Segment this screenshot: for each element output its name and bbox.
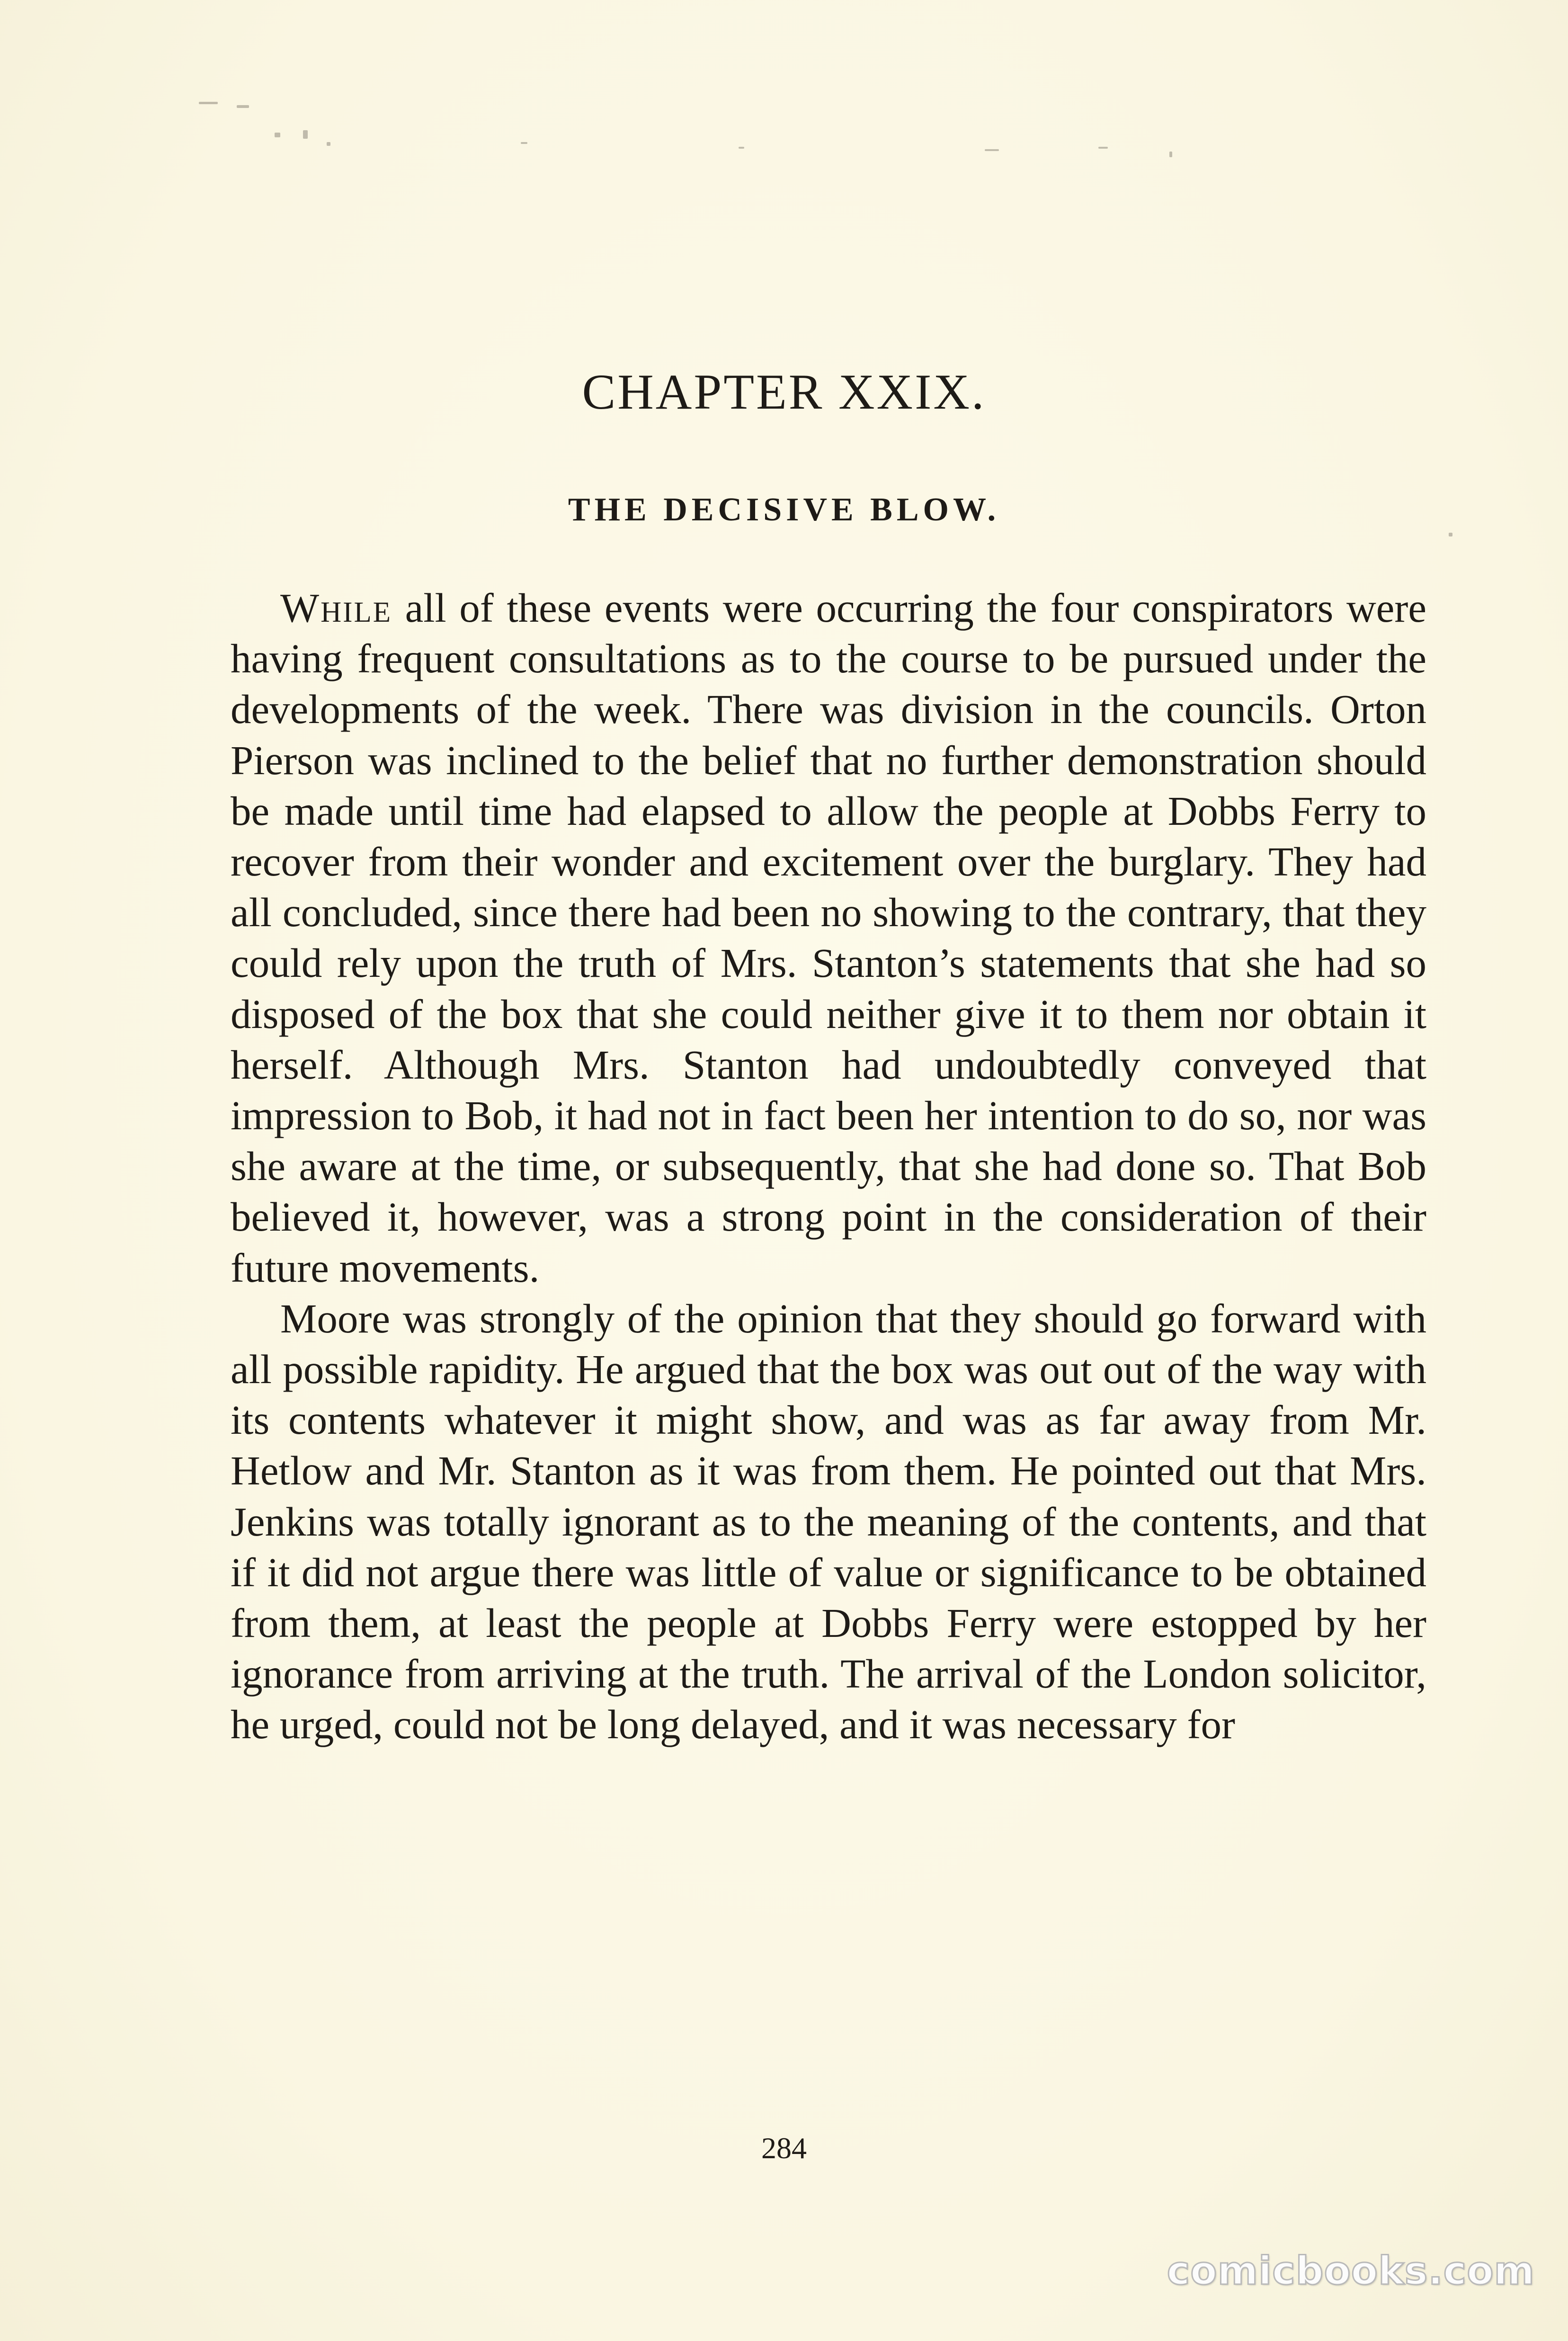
chapter-body: [231, 582, 1426, 1750]
print-speck: [327, 142, 330, 146]
chapter-subtitle: THE DECISIVE BLOW.: [568, 491, 1000, 528]
chapter-title: CHAPTER XXIX.: [582, 364, 986, 420]
print-speck: [237, 105, 249, 108]
site-watermark: comicbooks.com: [1167, 2249, 1535, 2294]
print-speck: [199, 102, 218, 104]
paragraph-text: Moore was strongly of the opinion that they should go forward with all possible rapidity. He argued that the box was out out of the way with its contents whatever it might show, and was as far away from Mr. Hetlow and Mr. Stanton as it was from them. He pointed out that Mrs. Jenkins was totally ignorant as to the meaning of the contents, and that if it did not argue there was little of value or significance to be obtained from them, at least the people at Dobbs Ferry were estopped by her ignorance from arriving at the truth. The arrival of the London solicitor, he urged, could not be long delayed, and it was necessary for: [231, 1295, 1426, 1748]
print-speck: [985, 149, 999, 151]
print-speck: [1098, 147, 1108, 149]
print-speck: [739, 147, 744, 149]
page-number: 284: [761, 2131, 807, 2165]
print-speck: [275, 133, 280, 137]
paragraph-text: all of these events were occurring the four conspirators were having frequent consultations as to the course to be pursued under the developments of the week. There was division in the councils. Orton Pierson was inclined to the belief that no further demonstration should be made until time had elapsed to allow the people at Dobbs Ferry to recover from their wonder and excitement over the burglary. They had all concluded, since there had been no showing to the contrary, that they could rely upon the truth of Mrs. Stanton’s statements that she had so disposed of the box that she could neither give it to them nor obtain it herself. Although Mrs. Stanton had undoubtedly conveyed that impression to Bob, it had not in fact been her intention to do so, nor was she aware at the time, or subsequently, that she had done so. That Bob believed it, however, was a strong point in the consideration of their future movements.: [231, 585, 1426, 1291]
drop-lead-word: While: [280, 585, 392, 631]
paragraph: [231, 1293, 1426, 1750]
print-speck: [521, 142, 527, 144]
print-speck: [303, 130, 308, 139]
print-speck: [1169, 152, 1172, 157]
print-speck: [1449, 533, 1452, 536]
paragraph: [231, 582, 1426, 1293]
